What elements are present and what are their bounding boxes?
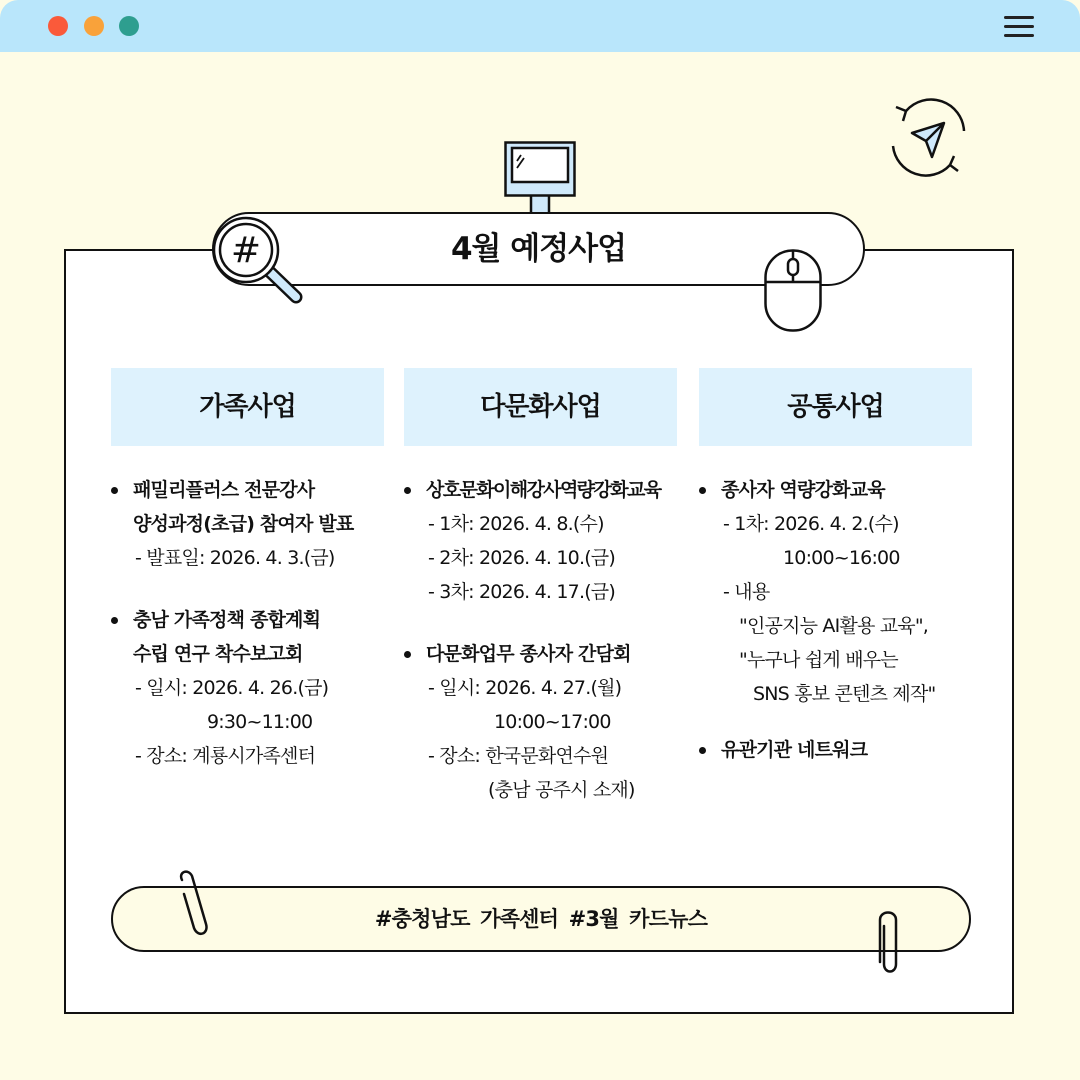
item-title: 종사자 역량강화교육	[721, 479, 885, 501]
item-detail: - 일시: 2026. 4. 26.(금)	[135, 677, 329, 699]
list-item	[404, 637, 661, 807]
column-common	[699, 473, 935, 781]
item-detail: 10:00~17:00	[494, 711, 611, 733]
item-title: 패밀리플러스 전문강사	[133, 479, 315, 501]
paper-plane-refresh-icon	[888, 101, 968, 175]
item-title: 상호문화이해강사역량강화교육	[426, 479, 661, 501]
list-item	[111, 603, 354, 773]
svg-text:#: #	[230, 230, 262, 271]
item-detail: (충남 공주시 소재)	[488, 779, 635, 801]
list-item	[699, 733, 935, 767]
page-title: 4월 예정사업	[450, 231, 627, 267]
window-maximize-dot[interactable]	[119, 16, 139, 36]
bullet-icon	[111, 487, 118, 494]
item-title: 충남 가족정책 종합계획	[133, 609, 321, 631]
item-detail: - 일시: 2026. 4. 27.(월)	[428, 677, 622, 699]
bullet-icon	[404, 651, 411, 658]
column-heading-multicultural: 다문화사업	[404, 368, 677, 446]
column-family	[111, 473, 354, 787]
mouse-icon	[764, 249, 822, 332]
hashtag-magnifier-icon	[212, 216, 308, 306]
footer-hashtags: #충청남도 가족센터 #3월 카드뉴스	[374, 907, 708, 931]
window-titlebar	[0, 0, 1080, 52]
item-detail: - 1차: 2026. 4. 2.(수)	[723, 513, 899, 535]
item-detail: - 3차: 2026. 4. 17.(금)	[428, 581, 615, 603]
item-detail: - 1차: 2026. 4. 8.(수)	[428, 513, 604, 535]
hamburger-icon[interactable]	[1004, 14, 1034, 38]
column-multicultural	[404, 473, 661, 821]
item-detail: "누구나 쉽게 배우는	[739, 649, 898, 671]
window-close-dot[interactable]	[48, 16, 68, 36]
item-detail: - 장소: 한국문화연수원	[428, 745, 609, 767]
item-detail: - 2차: 2026. 4. 10.(금)	[428, 547, 615, 569]
item-detail: "인공지능 AI활용 교육",	[739, 615, 929, 637]
column-heading-family: 가족사업	[111, 368, 384, 446]
bullet-icon	[699, 487, 706, 494]
paperclip-icon	[874, 908, 902, 974]
paperclip-icon	[174, 870, 210, 936]
bullet-icon	[404, 487, 411, 494]
list-item	[111, 473, 354, 575]
list-item	[699, 473, 935, 711]
column-heading-common: 공통사업	[699, 368, 972, 446]
bullet-icon	[111, 617, 118, 624]
monitor-icon	[504, 141, 576, 215]
item-detail: 9:30~11:00	[207, 711, 313, 733]
bullet-icon	[699, 747, 706, 754]
window-minimize-dot[interactable]	[84, 16, 104, 36]
item-detail: SNS 홍보 콘텐츠 제작"	[753, 683, 936, 705]
item-title: 다문화업무 종사자 간담회	[426, 643, 631, 665]
item-title: 양성과정(초급) 참여자 발표	[133, 513, 354, 535]
list-item	[404, 473, 661, 609]
item-detail: - 장소: 계룡시가족센터	[135, 745, 316, 767]
item-title: 유관기관 네트워크	[721, 739, 868, 761]
item-detail: 10:00~16:00	[783, 547, 900, 569]
item-title: 수립 연구 착수보고회	[133, 643, 303, 665]
item-detail: - 내용	[723, 581, 770, 603]
item-detail: - 발표일: 2026. 4. 3.(금)	[135, 547, 335, 569]
